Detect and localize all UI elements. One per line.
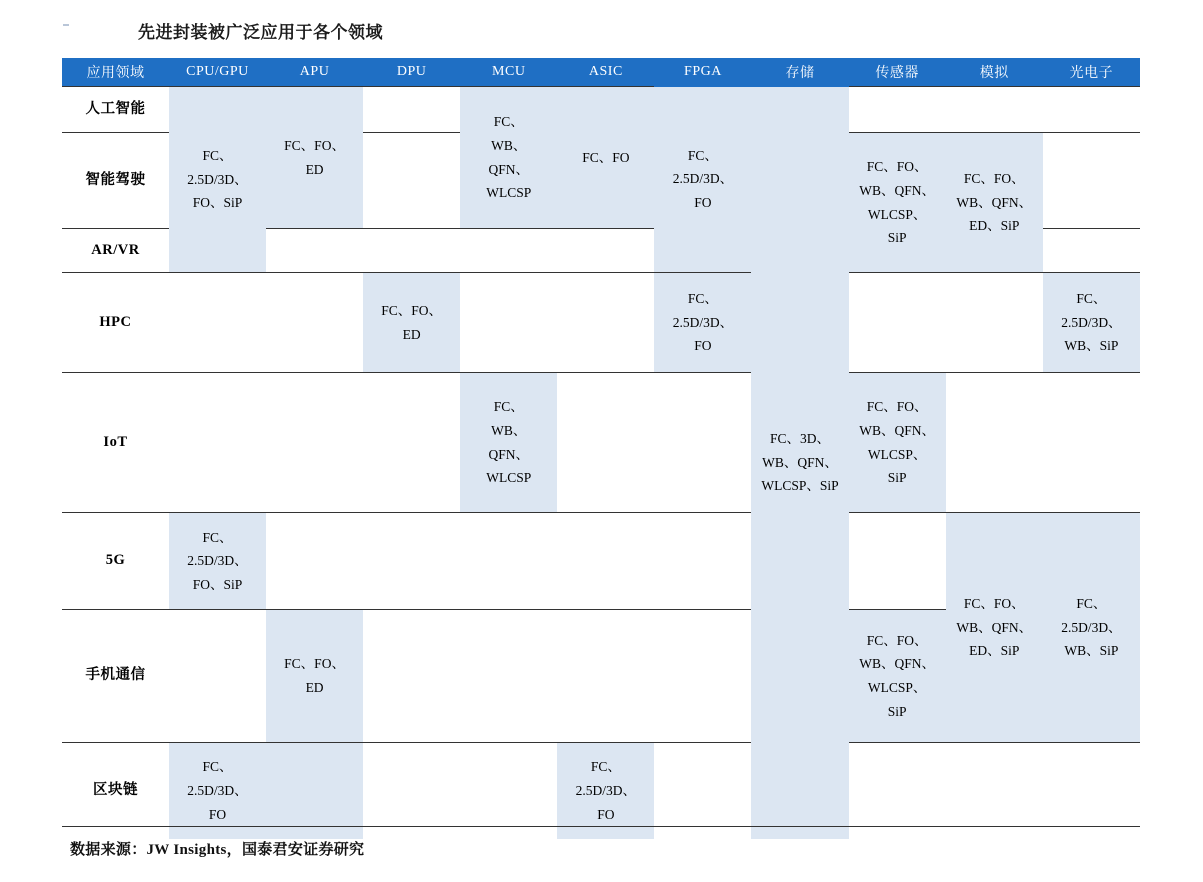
- row-label-ar-vr: AR/VR: [62, 229, 169, 273]
- table-row-hpc: [62, 273, 1140, 373]
- table-row-blockchain: [62, 743, 1140, 839]
- cell-apu-iot: [266, 373, 363, 513]
- cell-asic-iot: [557, 373, 654, 513]
- page-title: 先进封装被广泛应用于各个领域: [138, 23, 383, 42]
- column-header-mcu: MCU: [460, 58, 557, 87]
- cell-fpga-iot: [654, 373, 751, 513]
- row-label-blockchain: 区块链: [62, 743, 169, 839]
- cell-mcu-iot: [460, 373, 557, 513]
- column-header-application-domain: 应用领域: [62, 58, 169, 87]
- row-label-iot: IoT: [62, 373, 169, 513]
- table-bottom-rule: [62, 826, 1140, 827]
- cell-cpu-gpu-ai-group: [169, 87, 266, 273]
- cell-text: FC、 2.5D/3D、 FO、SiP: [187, 529, 248, 592]
- cell-text: FC、FO、 WB、QFN、 ED、SiP: [956, 171, 1033, 234]
- cell-fpga-5g: [654, 513, 751, 610]
- cell-fpga-blockchain: [654, 743, 751, 839]
- cell-dpu-smart-driving: [363, 133, 460, 229]
- cell-optoelectronic-hpc: [1043, 273, 1140, 373]
- row-label-ai: 人工智能: [62, 87, 169, 133]
- cell-sensor-blockchain: [849, 743, 946, 839]
- table-row-ai: [62, 87, 1140, 133]
- cell-text: FC、FO、 WB、QFN、 WLCSP、 SiP: [859, 632, 935, 719]
- cell-optoelectronic-mobile: [1043, 513, 1140, 743]
- column-header-optoelectronic: 光电子: [1043, 58, 1140, 87]
- cell-cpu-gpu-hpc: [169, 273, 266, 373]
- cell-mcu-ai-group: [460, 87, 557, 229]
- cell-asic-ar-vr: [557, 229, 654, 273]
- cell-mcu-mobile: [460, 610, 557, 743]
- cell-mcu-5g: [460, 513, 557, 610]
- cell-sensor-hpc: [849, 273, 946, 373]
- cell-text: FC、FO、 ED: [284, 656, 345, 695]
- cell-analog-iot: [946, 373, 1043, 513]
- column-header-asic: ASIC: [557, 58, 654, 87]
- cell-sensor-mobile: [849, 610, 946, 743]
- cell-sensor-ai: [849, 87, 946, 133]
- cell-optoelectronic-iot: [1043, 373, 1140, 513]
- cell-optoelectronic-blockchain: [1043, 743, 1140, 839]
- cell-sensor-iot: [849, 373, 946, 513]
- cell-text: FC、FO、 ED: [381, 302, 443, 342]
- cell-asic-hpc: [557, 273, 654, 373]
- row-label-mobile-communication: 手机通信: [62, 610, 169, 743]
- cell-text: FC、FO: [582, 149, 630, 165]
- cell-text: FC、 2.5D/3D、 FO: [672, 291, 734, 354]
- cell-text: FC、 2.5D/3D、 FO: [187, 759, 248, 822]
- cell-analog-blockchain: [946, 743, 1043, 839]
- cell-analog-ai-group: [946, 133, 1043, 273]
- cell-text: FC、 2.5D/3D、 WB、SiP: [1061, 291, 1122, 354]
- cell-sensor-ai-group: [849, 133, 946, 273]
- cell-text: FC、 WB、 QFN、 WLCSP: [486, 399, 532, 486]
- cell-text: FC、FO、 ED: [284, 137, 345, 177]
- cell-text: FC、 WB、 QFN、 WLCSP: [486, 114, 532, 201]
- cell-mcu-hpc: [460, 273, 557, 373]
- cell-optoelectronic-ar-vr: [1043, 229, 1140, 273]
- cell-text: FC、 2.5D/3D、 FO: [575, 759, 637, 822]
- cell-text: FC、 2.5D/3D、 FO、SiP: [187, 148, 248, 211]
- column-header-cpu-gpu: CPU/GPU: [169, 58, 266, 87]
- cell-apu-mobile-group: [266, 610, 363, 743]
- table-row-iot: [62, 373, 1140, 513]
- row-label-smart-driving: 智能驾驶: [62, 133, 169, 229]
- cell-dpu-5g: [363, 513, 460, 610]
- cell-text: FC、 2.5D/3D、 WB、SiP: [1061, 596, 1122, 659]
- cell-apu-blockchain: [266, 743, 363, 839]
- cell-cpu-gpu-5g: [169, 513, 266, 610]
- cell-apu-hpc: [266, 273, 363, 373]
- row-label-hpc: HPC: [62, 273, 169, 373]
- source-note: 数据来源：JW Insights，国泰君安证券研究: [70, 842, 365, 858]
- cell-mcu-blockchain: [460, 743, 557, 839]
- column-header-fpga: FPGA: [654, 58, 751, 87]
- cell-text: FC、FO、 WB、QFN、 WLCSP、 SiP: [859, 399, 935, 486]
- cell-apu-5g: [266, 513, 363, 610]
- cell-dpu-mobile: [363, 610, 460, 743]
- cell-text: FC、 2.5D/3D、 FO: [672, 147, 734, 211]
- column-header-apu: APU: [266, 58, 363, 87]
- cell-asic-blockchain: [557, 743, 654, 839]
- table-row-5g: [62, 513, 1140, 610]
- cell-cpu-gpu-mobile: [169, 610, 266, 743]
- cell-asic-ai: [557, 87, 654, 229]
- cell-asic-mobile: [557, 610, 654, 743]
- cell-apu-ai-group: [266, 87, 363, 229]
- cell-dpu-iot: [363, 373, 460, 513]
- cell-text: FC、FO、 WB、QFN、 WLCSP、 SiP: [859, 159, 935, 246]
- cell-cpu-gpu-blockchain: [169, 743, 266, 839]
- cell-optoelectronic-smart-driving: [1043, 133, 1140, 229]
- title-bullet-tick: [63, 24, 69, 26]
- column-header-storage: 存储: [751, 58, 848, 87]
- row-label-5g: 5G: [62, 513, 169, 610]
- cell-fpga-ai-group: [654, 87, 751, 273]
- cell-analog-hpc: [946, 273, 1043, 373]
- table-header-row: [62, 58, 1140, 87]
- cell-apu-ar-vr: [266, 229, 363, 273]
- cell-storage-all: [751, 87, 848, 839]
- cell-analog-ai: [946, 87, 1043, 133]
- cell-sensor-5g: [849, 513, 946, 610]
- cell-asic-5g: [557, 513, 654, 610]
- cell-analog-mobile-group: [946, 513, 1043, 743]
- cell-optoelectronic-ai: [1043, 87, 1140, 133]
- cell-cpu-gpu-iot: [169, 373, 266, 513]
- column-header-dpu: DPU: [363, 58, 460, 87]
- cell-fpga-mobile: [654, 610, 751, 743]
- cell-fpga-hpc: [654, 273, 751, 373]
- cell-dpu-hpc: [363, 273, 460, 373]
- cell-mcu-ar-vr: [460, 229, 557, 273]
- cell-text: FC、FO、 WB、QFN、 ED、SiP: [956, 596, 1033, 659]
- cell-dpu-blockchain: [363, 743, 460, 839]
- cell-dpu-ai: [363, 87, 460, 133]
- cell-dpu-ar-vr: [363, 229, 460, 273]
- column-header-analog: 模拟: [946, 58, 1043, 87]
- column-header-sensor: 传感器: [849, 58, 946, 87]
- application-matrix-table: [62, 58, 1140, 839]
- cell-text: FC、3D、 WB、QFN、 WLCSP、SiP: [761, 431, 839, 494]
